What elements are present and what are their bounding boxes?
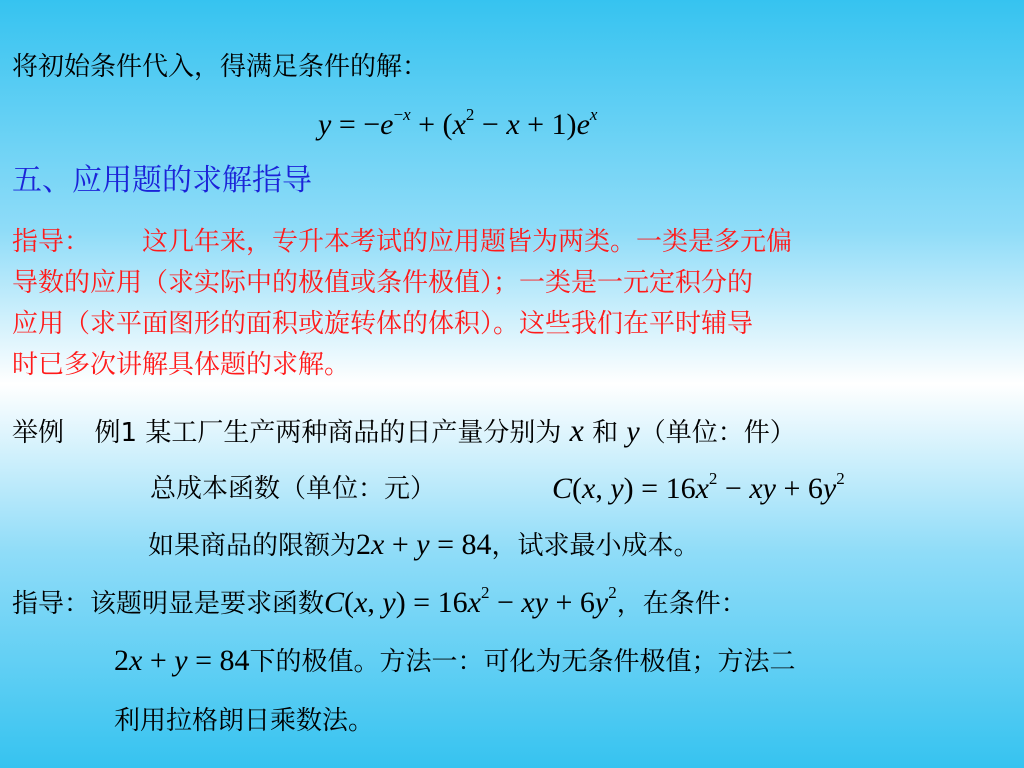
cost-equation: C(x, $y) = 16x^2$ − xy + $6y^2$	[552, 469, 845, 505]
guide2-suffix: ，在条件：	[616, 589, 747, 619]
limit-line	[148, 530, 700, 560]
cost-label: 总成本函数（单位：元）	[150, 474, 437, 504]
guidance-label: 指导：	[12, 227, 91, 257]
example-label: 举例	[12, 418, 65, 448]
var-x: x	[569, 412, 584, 448]
guide2-func-equation: C(x, $y) = 16x^2$ − xy + $6y^2$	[324, 583, 617, 619]
example-prefix: 例1 某工厂生产两种商品的日产量分别为	[94, 418, 562, 448]
guidance-line-2: 导数的应用（求实际中的极值或条件极值）；一类是一元定积分的	[12, 268, 754, 298]
guidance-line-4: 时已多次讲解具体题的求解。	[12, 350, 351, 380]
guidance-text-1: 这几年来，专升本考试的应用题皆为两类。一类是多元偏	[142, 227, 793, 257]
and-word: 和	[592, 418, 619, 448]
limit-equation: 2x + y = 84	[356, 528, 492, 561]
example-line	[12, 414, 796, 447]
guidance-line-1	[12, 222, 1012, 263]
section-heading: 五、应用题的求解指导	[12, 163, 312, 198]
guide2-prefix: 指导：该题明显是要求函数	[12, 589, 325, 619]
guide2-line-3: 利用拉格朗日乘数法。	[114, 706, 375, 736]
intro-text: 将初始条件代入，得满足条件的解：	[12, 52, 429, 82]
var-y: y	[626, 415, 640, 448]
limit-suffix: ，试求最小成本。	[491, 531, 700, 561]
guide2-cond-equation: 2x + y = 84	[114, 644, 250, 677]
unit-text: （单位：件）	[639, 418, 796, 448]
solution-equation: $y = -e^{-x} + (x^2 - x + 1)e^x$	[318, 105, 598, 141]
guidance-line-3: 应用（求平面图形的面积或旋转体的体积）。这些我们在平时辅导	[12, 309, 754, 339]
guidance-block	[12, 222, 1012, 386]
guide2-line-1	[12, 583, 747, 619]
guide2-line2-text: 下的极值。方法一：可化为无条件极值；方法二	[249, 647, 796, 677]
limit-prefix: 如果商品的限额为	[148, 531, 357, 561]
guide2-line-2	[114, 646, 796, 676]
